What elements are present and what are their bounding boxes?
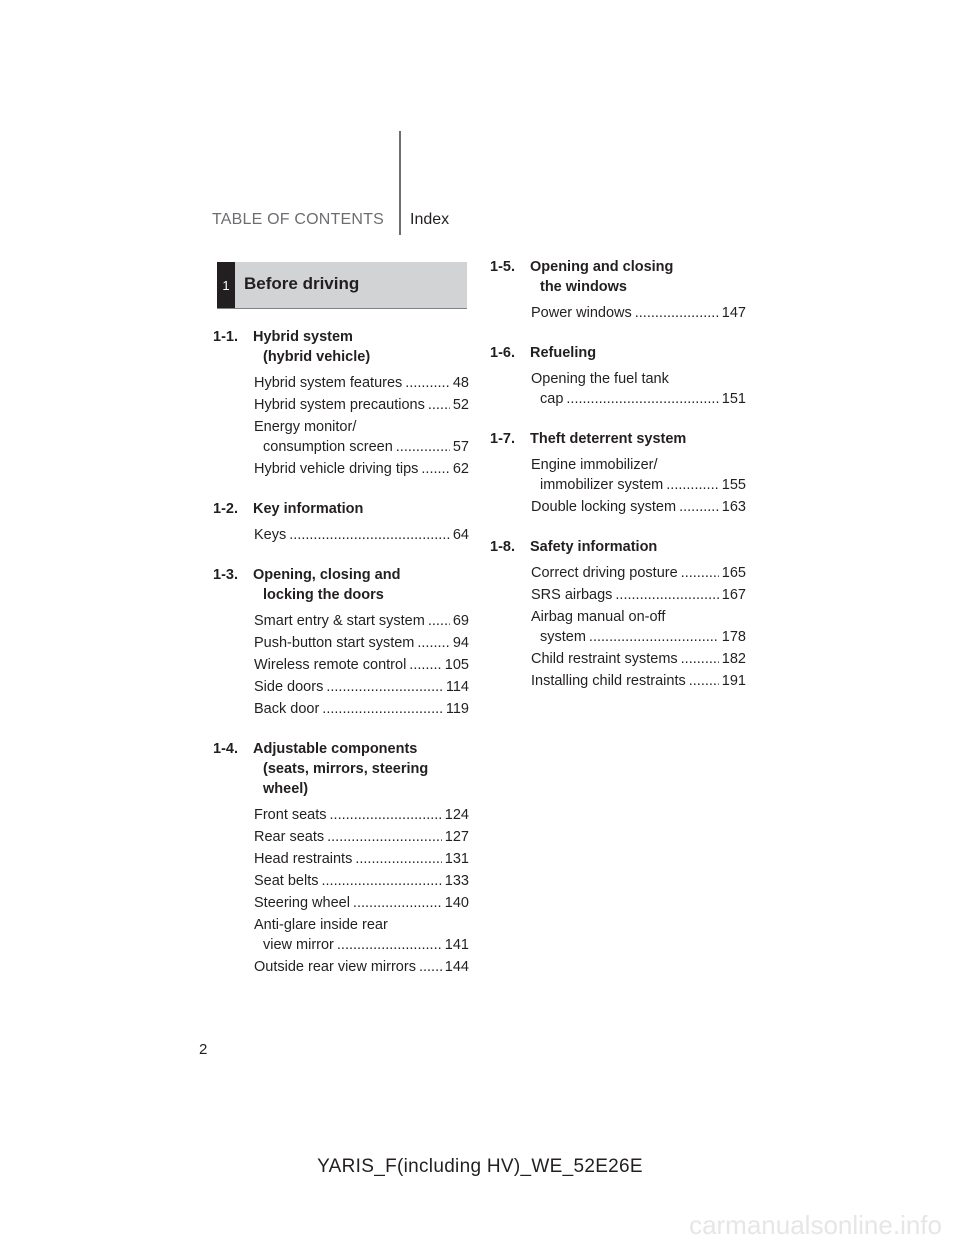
section-title: Before driving xyxy=(244,274,360,293)
subsection-title xyxy=(253,499,363,519)
nav-index-link[interactable]: Index xyxy=(410,211,450,228)
toc-entry-text: Back door xyxy=(254,701,320,717)
toc-page-number: 147 xyxy=(721,305,746,321)
toc-entry-link[interactable] xyxy=(490,585,746,605)
subsection-title-line: wheel) xyxy=(263,781,309,797)
toc-entry-body xyxy=(254,871,469,891)
toc-entry-link[interactable] xyxy=(490,369,746,409)
toc-page-number: 178 xyxy=(721,629,746,645)
toc-entry-line xyxy=(254,871,469,891)
toc-entry-link[interactable] xyxy=(490,303,746,323)
toc-entry-link[interactable] xyxy=(213,395,469,415)
toc-entry-link[interactable] xyxy=(490,497,746,517)
toc-entry-link[interactable] xyxy=(490,649,746,669)
subsection-title xyxy=(253,327,370,367)
toc-entry-text: Keys xyxy=(254,527,287,543)
toc-page-number: 69 xyxy=(452,613,469,629)
subsection-number: 1-3. xyxy=(213,567,238,583)
toc-entry-text: Engine immobilizer/ xyxy=(531,457,658,473)
toc-entry-link[interactable] xyxy=(213,677,469,697)
subsection-number: 1-2. xyxy=(213,501,238,517)
subsection-heading xyxy=(490,343,746,363)
toc-entry-body xyxy=(531,563,746,583)
toc-subsection xyxy=(490,429,746,517)
toc-page-number: 62 xyxy=(452,461,469,477)
toc-entry-text: Airbag manual on-off xyxy=(531,609,666,625)
toc-entry-text: Anti-glare inside rear xyxy=(254,917,388,933)
subsection-title xyxy=(253,739,428,799)
toc-entry-link[interactable] xyxy=(213,915,469,955)
dot-leader xyxy=(666,475,719,495)
toc-page-number: 141 xyxy=(444,937,469,953)
dot-leader xyxy=(327,827,442,847)
dot-leader xyxy=(396,437,450,457)
toc-entry-body xyxy=(254,677,469,697)
toc-entry-line xyxy=(254,437,469,457)
dot-leader xyxy=(428,611,450,631)
toc-left-column xyxy=(213,327,469,997)
toc-page-number: 57 xyxy=(452,439,469,455)
toc-entry-text: view mirror xyxy=(263,937,334,953)
toc-entry-body xyxy=(254,459,469,479)
toc-entry-line xyxy=(254,525,469,545)
page-number: 2 xyxy=(199,1041,208,1058)
toc-entry-link[interactable] xyxy=(213,827,469,847)
toc-page-number: 133 xyxy=(444,873,469,889)
toc-page-number: 155 xyxy=(721,477,746,493)
toc-subsection xyxy=(213,327,469,479)
toc-entry-line xyxy=(531,303,746,323)
toc-page-number: 140 xyxy=(444,895,469,911)
nav-divider xyxy=(399,131,401,235)
dot-leader xyxy=(322,699,443,719)
toc-entry-link[interactable] xyxy=(213,871,469,891)
toc-entry-line xyxy=(254,459,469,479)
toc-entry-body xyxy=(531,303,746,323)
toc-entry-text: Wireless remote control xyxy=(254,657,407,673)
top-navigation xyxy=(0,0,960,240)
toc-page-number: 127 xyxy=(444,829,469,845)
toc-page-number: 119 xyxy=(445,701,469,717)
subsection-title xyxy=(530,537,657,557)
toc-entry-line xyxy=(254,611,469,631)
toc-page-number: 182 xyxy=(721,651,746,667)
toc-entry-line xyxy=(254,827,469,847)
toc-entry-body xyxy=(531,649,746,669)
toc-entry-text: Energy monitor/ xyxy=(254,419,357,435)
section-header xyxy=(217,262,467,309)
dot-leader xyxy=(417,633,449,653)
toc-entry-link[interactable] xyxy=(490,455,746,495)
toc-entry-line xyxy=(254,373,469,393)
toc-entry-body xyxy=(254,611,469,631)
subsection-heading xyxy=(213,565,469,605)
toc-entry-line xyxy=(254,677,469,697)
toc-entry-line xyxy=(254,957,469,977)
toc-entry-text: Hybrid vehicle driving tips xyxy=(254,461,419,477)
toc-entry-link[interactable] xyxy=(490,607,746,647)
toc-entry-link[interactable] xyxy=(213,417,469,457)
subsection-number: 1-1. xyxy=(213,329,238,345)
toc-entry-line xyxy=(254,699,469,719)
toc-subsection xyxy=(490,343,746,409)
dot-leader xyxy=(689,671,719,691)
toc-entry-text: Head restraints xyxy=(254,851,353,867)
toc-entry-body xyxy=(254,849,469,869)
toc-entry-link[interactable] xyxy=(490,671,746,691)
toc-entry-line xyxy=(531,563,746,583)
subsection-title-line: Opening and closing xyxy=(530,259,674,275)
toc-page-number: 144 xyxy=(444,959,469,975)
toc-page-number: 165 xyxy=(721,565,746,581)
toc-entry-line xyxy=(531,649,746,669)
toc-entry-body xyxy=(254,525,469,545)
toc-page-number: 151 xyxy=(721,391,746,407)
toc-page-number: 163 xyxy=(721,499,746,515)
toc-entry-body xyxy=(254,805,469,825)
dot-leader xyxy=(681,563,719,583)
toc-entry-text: Front seats xyxy=(254,807,327,823)
toc-entry-text: Outside rear view mirrors xyxy=(254,959,416,975)
toc-subsection xyxy=(213,499,469,545)
toc-entry-text: consumption screen xyxy=(263,439,393,455)
subsection-title-line: Key information xyxy=(253,501,364,517)
toc-entry-text: Opening the fuel tank xyxy=(531,371,669,387)
toc-page-number: 114 xyxy=(445,679,469,695)
subsection-title-line: Adjustable components xyxy=(253,741,418,757)
subsection-title xyxy=(253,565,400,605)
dot-leader xyxy=(353,893,442,913)
toc-entry-text: immobilizer system xyxy=(540,477,664,493)
toc-entry-link[interactable] xyxy=(213,957,469,977)
toc-entry-line xyxy=(531,389,746,409)
toc-entry-text: Installing child restraints xyxy=(531,673,686,689)
dot-leader xyxy=(355,849,441,869)
dot-leader xyxy=(330,805,442,825)
dot-leader xyxy=(409,655,442,675)
subsection-title-line: locking the doors xyxy=(263,587,384,603)
toc-entry-link[interactable] xyxy=(213,373,469,393)
toc-entry-body xyxy=(254,699,469,719)
toc-entry-text: SRS airbags xyxy=(531,587,613,603)
dot-leader xyxy=(326,677,443,697)
toc-entry-text: cap xyxy=(540,391,564,407)
toc-entry-link[interactable] xyxy=(213,459,469,479)
toc-entry-body xyxy=(254,957,469,977)
subsection-title-line: Safety information xyxy=(530,539,658,555)
toc-entry-link[interactable] xyxy=(213,611,469,631)
toc-right-column xyxy=(490,257,746,711)
toc-entry-line xyxy=(254,805,469,825)
toc-entry-line xyxy=(254,893,469,913)
dot-leader xyxy=(428,395,450,415)
subsection-heading xyxy=(490,257,746,297)
dot-leader xyxy=(615,585,718,605)
dot-leader xyxy=(589,627,719,647)
toc-entry-body xyxy=(254,827,469,847)
toc-subsection xyxy=(213,739,469,977)
subsection-title-line: (hybrid vehicle) xyxy=(263,349,371,365)
toc-entry-link[interactable] xyxy=(213,655,469,675)
toc-entry-line xyxy=(531,671,746,691)
toc-entry-text: Smart entry & start system xyxy=(254,613,425,629)
toc-entry-line xyxy=(254,935,469,955)
toc-entry-body xyxy=(254,893,469,913)
dot-leader xyxy=(421,459,449,479)
toc-entry-link[interactable] xyxy=(490,563,746,583)
toc-entry-line xyxy=(254,633,469,653)
toc-entry-line xyxy=(531,497,746,517)
subsection-title xyxy=(530,343,596,363)
subsection-heading xyxy=(213,327,469,367)
toc-page-number: 124 xyxy=(444,807,469,823)
subsection-title-line: Refueling xyxy=(530,345,597,361)
toc-entry-text: Double locking system xyxy=(531,499,677,515)
dot-leader xyxy=(322,871,442,891)
toc-entry-link[interactable] xyxy=(213,525,469,545)
toc-page-number: 64 xyxy=(452,527,469,543)
toc-page-number: 167 xyxy=(721,587,746,603)
nav-table-of-contents-link[interactable]: TABLE OF CONTENTS xyxy=(211,211,384,228)
toc-entry-body xyxy=(531,455,746,495)
toc-entry-body xyxy=(531,585,746,605)
toc-entry-body xyxy=(531,497,746,517)
toc-entry-body xyxy=(531,369,746,409)
subsection-title xyxy=(530,429,686,449)
watermark-text: carmanualsonline.info xyxy=(689,1210,942,1240)
toc-entry-text: Seat belts xyxy=(254,873,319,889)
toc-entry-body xyxy=(531,607,746,647)
toc-entry-text: Power windows xyxy=(531,305,632,321)
subsection-title xyxy=(530,257,673,297)
toc-page-number: 52 xyxy=(452,397,469,413)
toc-entry-text: Side doors xyxy=(254,679,324,695)
toc-entry-line xyxy=(531,627,746,647)
dot-leader xyxy=(419,957,442,977)
toc-entry-line xyxy=(531,585,746,605)
subsection-heading xyxy=(213,499,469,519)
toc-entry-line xyxy=(254,395,469,415)
toc-entry-body xyxy=(531,671,746,691)
subsection-title-line: the windows xyxy=(540,279,627,295)
subsection-title-line: Theft deterrent system xyxy=(530,431,687,447)
toc-page-number: 48 xyxy=(452,375,469,391)
toc-entry-body xyxy=(254,395,469,415)
toc-page-number: 105 xyxy=(444,657,469,673)
toc-entry-text: system xyxy=(540,629,586,645)
toc-subsection xyxy=(490,257,746,323)
toc-entry-text: Rear seats xyxy=(254,829,325,845)
toc-subsection xyxy=(490,537,746,691)
footer-document-id: YARIS_F(including HV)_WE_52E26E xyxy=(317,1156,643,1177)
toc-page-number: 191 xyxy=(721,673,746,689)
subsection-title-line: (seats, mirrors, steering xyxy=(263,761,429,777)
subsection-heading xyxy=(213,739,469,799)
toc-entry-text: Correct driving posture xyxy=(531,565,678,581)
toc-page-number: 94 xyxy=(452,635,469,651)
dot-leader xyxy=(289,525,450,545)
toc-subsection xyxy=(213,565,469,719)
subsection-heading xyxy=(490,429,746,449)
dot-leader xyxy=(679,497,719,517)
dot-leader xyxy=(681,649,719,669)
toc-entry-link[interactable] xyxy=(213,893,469,913)
dot-leader xyxy=(635,303,719,323)
subsection-number: 1-8. xyxy=(490,539,515,555)
toc-entry-link[interactable] xyxy=(213,805,469,825)
dot-leader xyxy=(337,935,442,955)
toc-entry-text: Push-button start system xyxy=(254,635,415,651)
toc-entry-link[interactable] xyxy=(213,699,469,719)
toc-entry-link[interactable] xyxy=(213,633,469,653)
toc-entry-text: Steering wheel xyxy=(254,895,350,911)
subsection-number: 1-7. xyxy=(490,431,515,447)
dot-leader xyxy=(566,389,718,409)
subsection-heading xyxy=(490,537,746,557)
toc-entry-line xyxy=(254,849,469,869)
toc-entry-text: Child restraint systems xyxy=(531,651,678,667)
toc-entry-line xyxy=(531,475,746,495)
toc-entry-line xyxy=(254,655,469,675)
subsection-title-line: Opening, closing and xyxy=(253,567,401,583)
section-number-badge: 1 xyxy=(217,262,235,308)
toc-entry-body xyxy=(254,655,469,675)
toc-entry-body xyxy=(254,417,469,457)
toc-page-number: 131 xyxy=(444,851,469,867)
toc-entry-body xyxy=(254,633,469,653)
toc-entry-link[interactable] xyxy=(213,849,469,869)
subsection-number: 1-4. xyxy=(213,741,238,757)
toc-entry-body xyxy=(254,915,469,955)
subsection-number: 1-6. xyxy=(490,345,515,361)
toc-entry-text: Hybrid system precautions xyxy=(254,397,425,413)
toc-entry-body xyxy=(254,373,469,393)
subsection-title-line: Hybrid system xyxy=(253,329,353,345)
subsection-number: 1-5. xyxy=(490,259,515,275)
toc-entry-text: Hybrid system features xyxy=(254,375,403,391)
dot-leader xyxy=(405,373,450,393)
